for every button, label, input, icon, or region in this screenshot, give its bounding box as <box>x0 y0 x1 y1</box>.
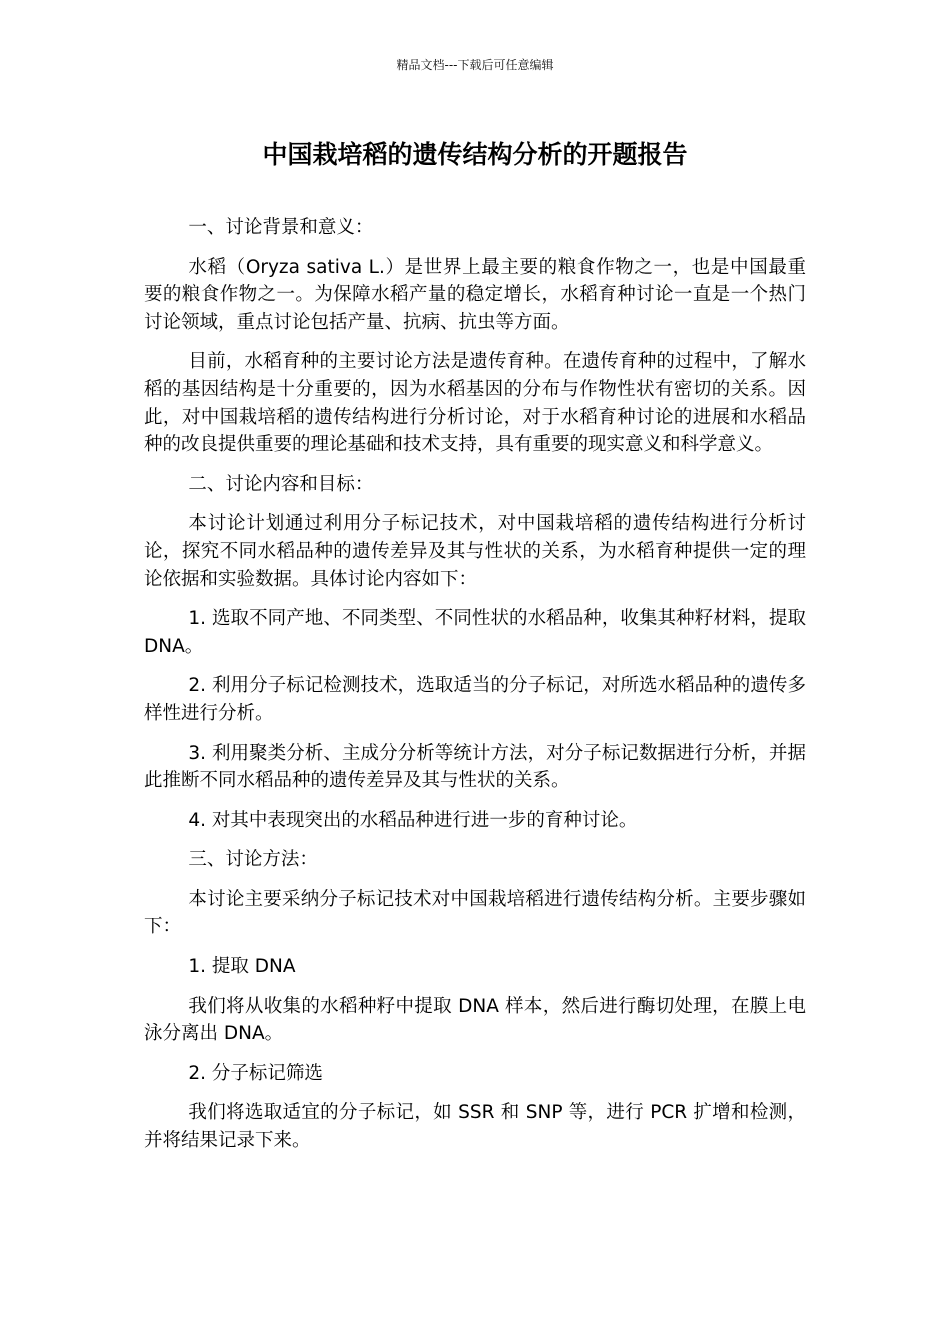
section-heading-methods: 三、讨论方法： <box>188 849 318 871</box>
list-item-content-2: 2. 利用分子标记检测技术，选取适当的分子标记，对所选水稻品种的遗传多样性进行分析。 <box>144 675 806 724</box>
list-item-content-1: 1. 选取不同产地、不同类型、不同性状的水稻品种，收集其种籽材料，提取 DNA。 <box>144 608 806 657</box>
method-step-heading-2: 2. 分子标记筛选 <box>188 1062 323 1084</box>
method-step-heading-1: 1. 提取 DNA <box>188 956 296 978</box>
method-step-text-1: 我们将从收集的水稻种籽中提取 DNA 样本，然后进行酶切处理，在膜上电泳分离出 DNA。 <box>144 995 806 1045</box>
paragraph-methods-intro: 本讨论主要采纳分子标记技术对中国栽培稻进行遗传结构分析。主要步骤如下： <box>144 888 806 938</box>
section-heading-content: 二、讨论内容和目标： <box>188 473 374 495</box>
list-item-content-4: 4. 对其中表现突出的水稻品种进行进一步的育种讨论。 <box>188 809 638 831</box>
header-note: 精品文档---下载后可任意编辑 <box>396 58 554 72</box>
document-body <box>144 214 806 1167</box>
document-title: 中国栽培稻的遗传结构分析的开题报告 <box>262 140 688 169</box>
paragraph-background-2: 目前，水稻育种的主要讨论方法是遗传育种。在遗传育种的过程中，了解水稻的基因结构是十分重要的，因为水稻基因的分布与作物性状有密切的关系。因此，对中国栽培稻的遗传结构进行分析讨论，对于水稻育种讨论的进展和水稻品种的改良提供重要的理论基础和技术支持，具有重要的现实意义和科学意义。 <box>144 351 806 456</box>
list-item-content-3: 3. 利用聚类分析、主成分分析等统计方法，对分子标记数据进行分析，并据此推断不同水稻品种的遗传差异及其与性状的关系。 <box>144 742 806 792</box>
method-step-text-2: 我们将选取适宜的分子标记，如 SSR 和 SNP 等，进行 PCR 扩增和检测，并将结果记录下来。 <box>144 1102 806 1152</box>
paragraph-background-1: 水稻（Oryza sativa L.）是世界上最主要的粮食作物之一，也是中国最重要的粮食作物之一。为保障水稻产量的稳定增长，水稻育种讨论一直是一个热门讨论领域，重点讨论包括产量、抗病、抗虫等方面。 <box>144 256 806 333</box>
section-heading-background: 一、讨论背景和意义： <box>188 217 374 238</box>
paragraph-content-intro: 本讨论计划通过利用分子标记技术，对中国栽培稻的遗传结构进行分析讨论，探究不同水稻品种的遗传差异及其与性状的关系，为水稻育种提供一定的理论依据和实验数据。具体讨论内容如下： <box>144 513 806 590</box>
